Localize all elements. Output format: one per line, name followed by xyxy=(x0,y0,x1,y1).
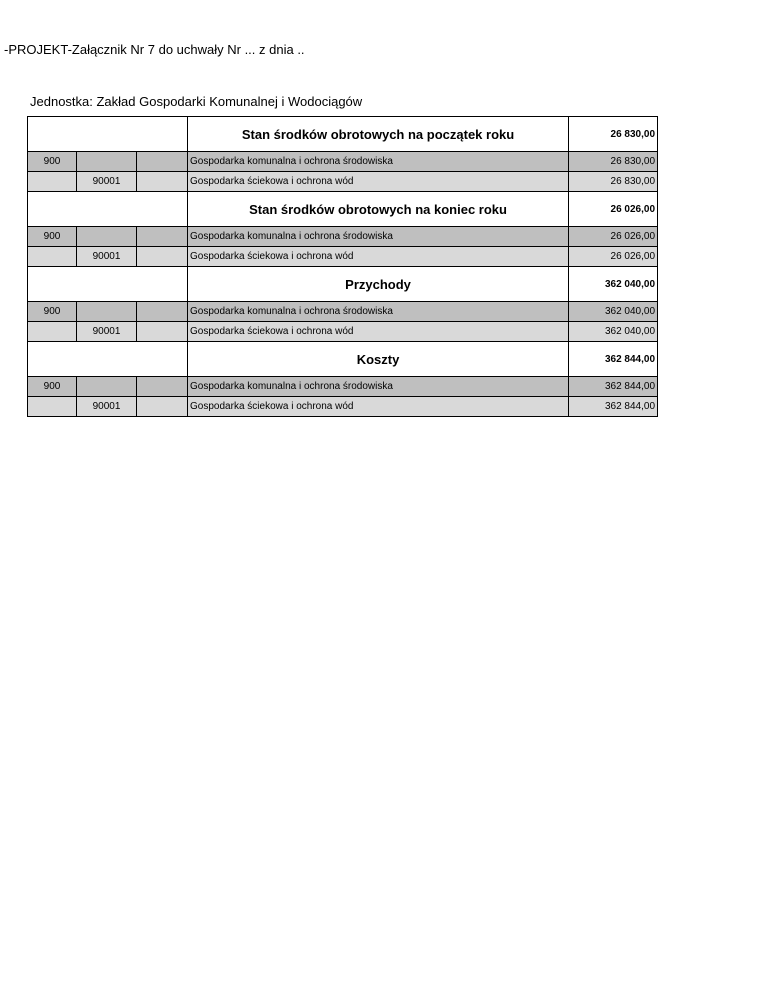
empty-cell xyxy=(137,152,188,172)
rozdzial-name: Gospodarka ściekowa i ochrona wód xyxy=(188,247,569,267)
dzial-code: 900 xyxy=(28,377,77,397)
dzial-amount: 362 040,00 xyxy=(569,302,658,322)
table-row-dzial xyxy=(28,152,658,172)
empty-cell xyxy=(137,302,188,322)
rozdzial-name: Gospodarka ściekowa i ochrona wód xyxy=(188,397,569,417)
section-total: 26 026,00 xyxy=(569,192,658,227)
dzial-code: 900 xyxy=(28,152,77,172)
table-row-dzial xyxy=(28,227,658,247)
rozdzial-code: 90001 xyxy=(77,397,137,417)
empty-cell xyxy=(28,342,188,377)
rozdzial-code: 90001 xyxy=(77,247,137,267)
financial-plan-table xyxy=(27,116,658,417)
empty-cell xyxy=(137,322,188,342)
dzial-name: Gospodarka komunalna i ochrona środowiska xyxy=(188,377,569,397)
rozdzial-name: Gospodarka ściekowa i ochrona wód xyxy=(188,322,569,342)
dzial-amount: 26 026,00 xyxy=(569,227,658,247)
empty-cell xyxy=(137,377,188,397)
section-total: 362 040,00 xyxy=(569,267,658,302)
table-row-rozdzial xyxy=(28,247,658,267)
section-header-row xyxy=(28,192,658,227)
section-title: Stan środków obrotowych na początek roku xyxy=(188,117,569,152)
rozdzial-amount: 362 844,00 xyxy=(569,397,658,417)
section-title: Koszty xyxy=(188,342,569,377)
empty-cell xyxy=(28,117,188,152)
table-row-rozdzial xyxy=(28,172,658,192)
dzial-amount: 26 830,00 xyxy=(569,152,658,172)
table-row-rozdzial xyxy=(28,322,658,342)
section-title: Stan środków obrotowych na koniec roku xyxy=(188,192,569,227)
rozdzial-amount: 26 830,00 xyxy=(569,172,658,192)
empty-cell xyxy=(137,247,188,267)
empty-cell xyxy=(77,302,137,322)
dzial-amount: 362 844,00 xyxy=(569,377,658,397)
empty-cell xyxy=(137,397,188,417)
table-row-dzial xyxy=(28,377,658,397)
rozdzial-code: 90001 xyxy=(77,322,137,342)
section-header-row xyxy=(28,117,658,152)
empty-cell xyxy=(77,152,137,172)
dzial-code: 900 xyxy=(28,227,77,247)
dzial-name: Gospodarka komunalna i ochrona środowiska xyxy=(188,302,569,322)
dzial-name: Gospodarka komunalna i ochrona środowiska xyxy=(188,152,569,172)
empty-cell xyxy=(28,397,77,417)
table-row-dzial xyxy=(28,302,658,322)
empty-cell xyxy=(77,227,137,247)
section-header-row xyxy=(28,267,658,302)
section-title: Przychody xyxy=(188,267,569,302)
empty-cell xyxy=(28,192,188,227)
section-total: 362 844,00 xyxy=(569,342,658,377)
section-header-row xyxy=(28,342,658,377)
empty-cell xyxy=(137,227,188,247)
unit-name: Jednostka: Zakład Gospodarki Komunalnej i Wodociągów xyxy=(30,94,363,109)
rozdzial-code: 90001 xyxy=(77,172,137,192)
empty-cell xyxy=(77,377,137,397)
rozdzial-name: Gospodarka ściekowa i ochrona wód xyxy=(188,172,569,192)
document-header: -PROJEKT-Załącznik Nr 7 do uchwały Nr ... z dnia .. xyxy=(4,42,305,57)
rozdzial-amount: 26 026,00 xyxy=(569,247,658,267)
empty-cell xyxy=(137,172,188,192)
empty-cell xyxy=(28,247,77,267)
section-total: 26 830,00 xyxy=(569,117,658,152)
rozdzial-amount: 362 040,00 xyxy=(569,322,658,342)
empty-cell xyxy=(28,267,188,302)
dzial-code: 900 xyxy=(28,302,77,322)
table-row-rozdzial xyxy=(28,397,658,417)
empty-cell xyxy=(28,172,77,192)
dzial-name: Gospodarka komunalna i ochrona środowiska xyxy=(188,227,569,247)
empty-cell xyxy=(28,322,77,342)
